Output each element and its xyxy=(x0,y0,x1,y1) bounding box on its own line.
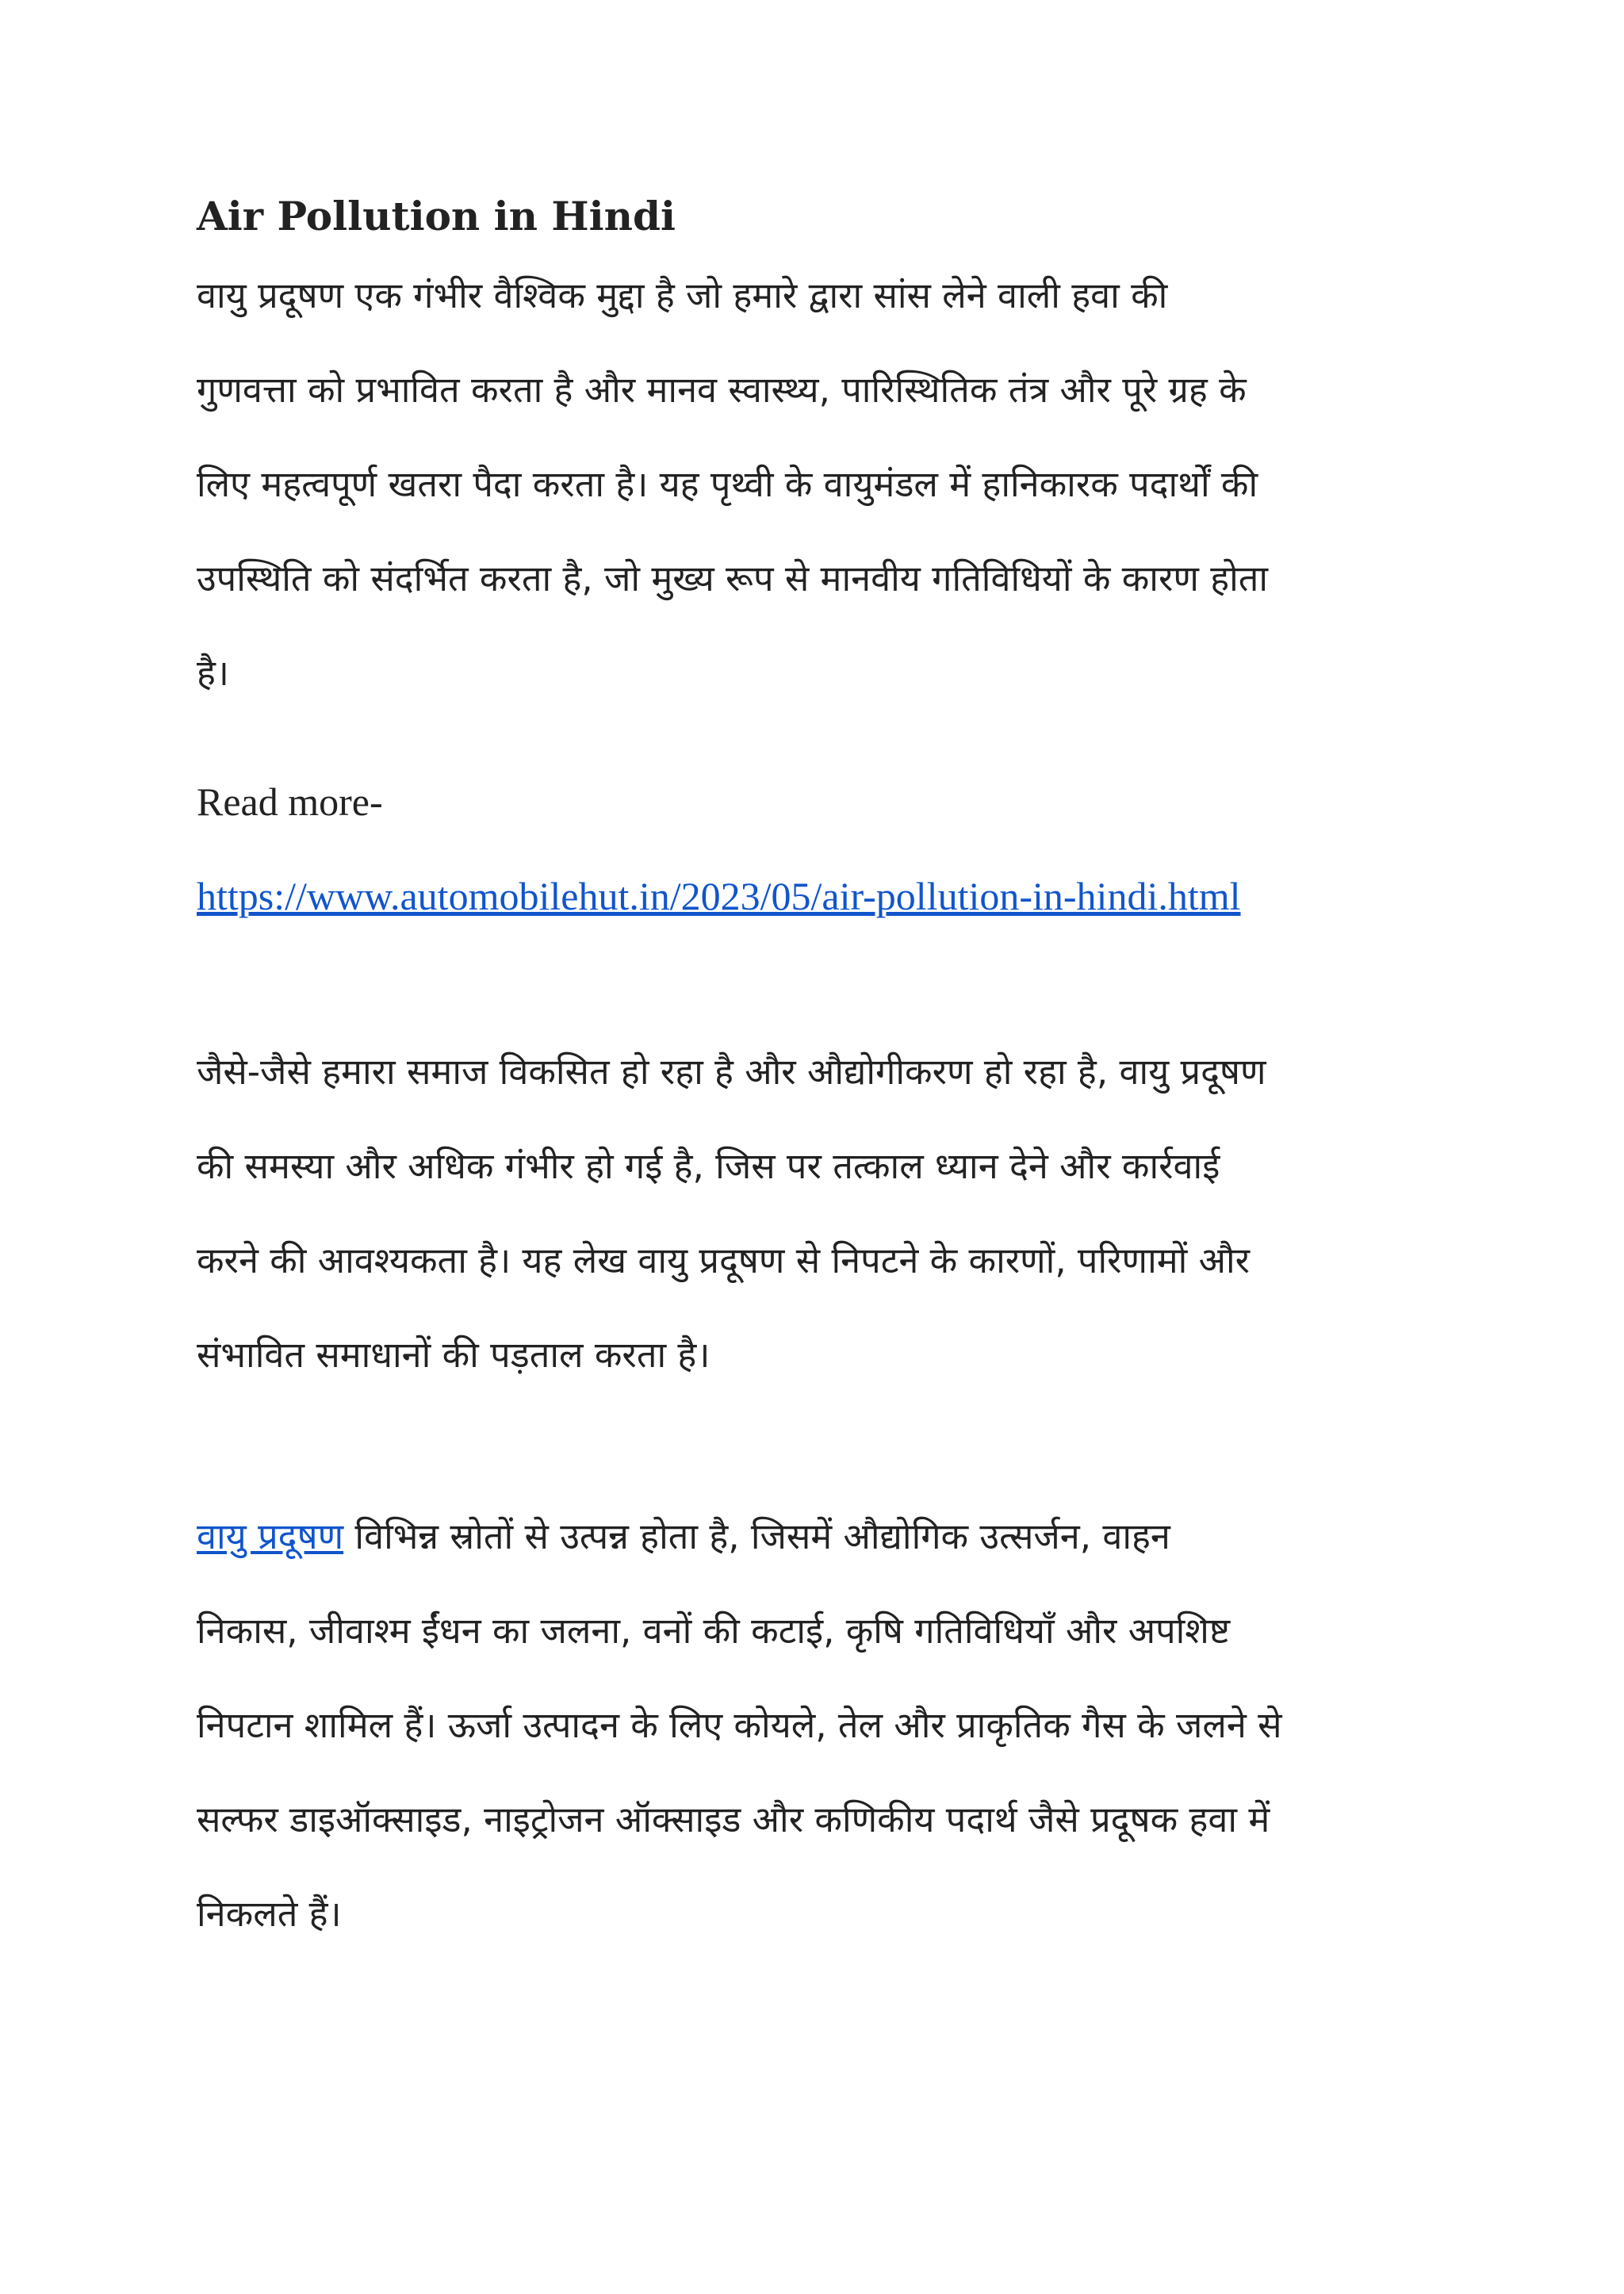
paragraph-line: संभावित समाधानों की पड़ताल करता है। xyxy=(197,1334,710,1376)
paragraph-line: लिए महत्वपूर्ण खतरा पैदा करता है। यह पृथ्वी के वायुमंडल में हानिकारक पदार्थों की xyxy=(197,463,1258,505)
read-more-link[interactable]: https://www.automobilehut.in/2023/05/air-pollution-in-hindi.html xyxy=(197,874,1241,918)
paragraph-text: विभिन्न स्रोतों से उत्पन्न होता है, जिसमें औद्योगिक उत्सर्जन, वाहन xyxy=(343,1515,1170,1557)
paragraph-line: निपटान शामिल हैं। ऊर्जा उत्पादन के लिए कोयले, तेल और प्राकृतिक गैस के जलने से xyxy=(197,1704,1282,1746)
paragraph-line: जैसे-जैसे हमारा समाज विकसित हो रहा है और औद्योगीकरण हो रहा है, वायु प्रदूषण xyxy=(197,1051,1266,1093)
air-pollution-link[interactable]: वायु प्रदूषण xyxy=(197,1515,344,1557)
paragraph-line: है। xyxy=(197,652,229,694)
paragraph-line: सल्फर डाइऑक्साइड, नाइट्रोजन ऑक्साइड और कणिकीय पदार्थ जैसे प्रदूषक हवा में xyxy=(197,1798,1270,1840)
paragraph-line: उपस्थिति को संदर्भित करता है, जो मुख्य रूप से मानवीय गतिविधियों के कारण होता xyxy=(197,557,1269,599)
read-more-label: Read more- xyxy=(197,779,383,824)
paragraph-society xyxy=(197,1024,1434,1402)
paragraph-line: करने की आवश्यकता है। यह लेख वायु प्रदूषण से निपटने के कारणों, परिणामों और xyxy=(197,1239,1251,1281)
paragraph-sources xyxy=(197,1489,1434,1961)
paragraph-line: निकलते हैं। xyxy=(197,1893,342,1935)
document-title: Air Pollution in Hindi xyxy=(197,193,676,239)
paragraph-line: निकास, जीवाश्म ईंधन का जलना, वनों की कटाई, कृषि गतिविधियाँ और अपशिष्ट xyxy=(197,1610,1231,1652)
paragraph-line: की समस्या और अधिक गंभीर हो गई है, जिस पर तत्काल ध्यान देने और कार्रवाई xyxy=(197,1145,1220,1187)
paragraph-line: वायु प्रदूषण एक गंभीर वैश्विक मुद्दा है जो हमारे द्वारा सांस लेने वाली हवा की xyxy=(197,274,1168,316)
paragraph-first-line xyxy=(197,1489,1434,1584)
read-more-url-line xyxy=(197,868,1241,924)
paragraph-line: गुणवत्ता को प्रभावित करता है और मानव स्वास्थ्य, पारिस्थितिक तंत्र और पूरे ग्रह के xyxy=(197,369,1247,411)
paragraph-intro xyxy=(197,248,1434,720)
